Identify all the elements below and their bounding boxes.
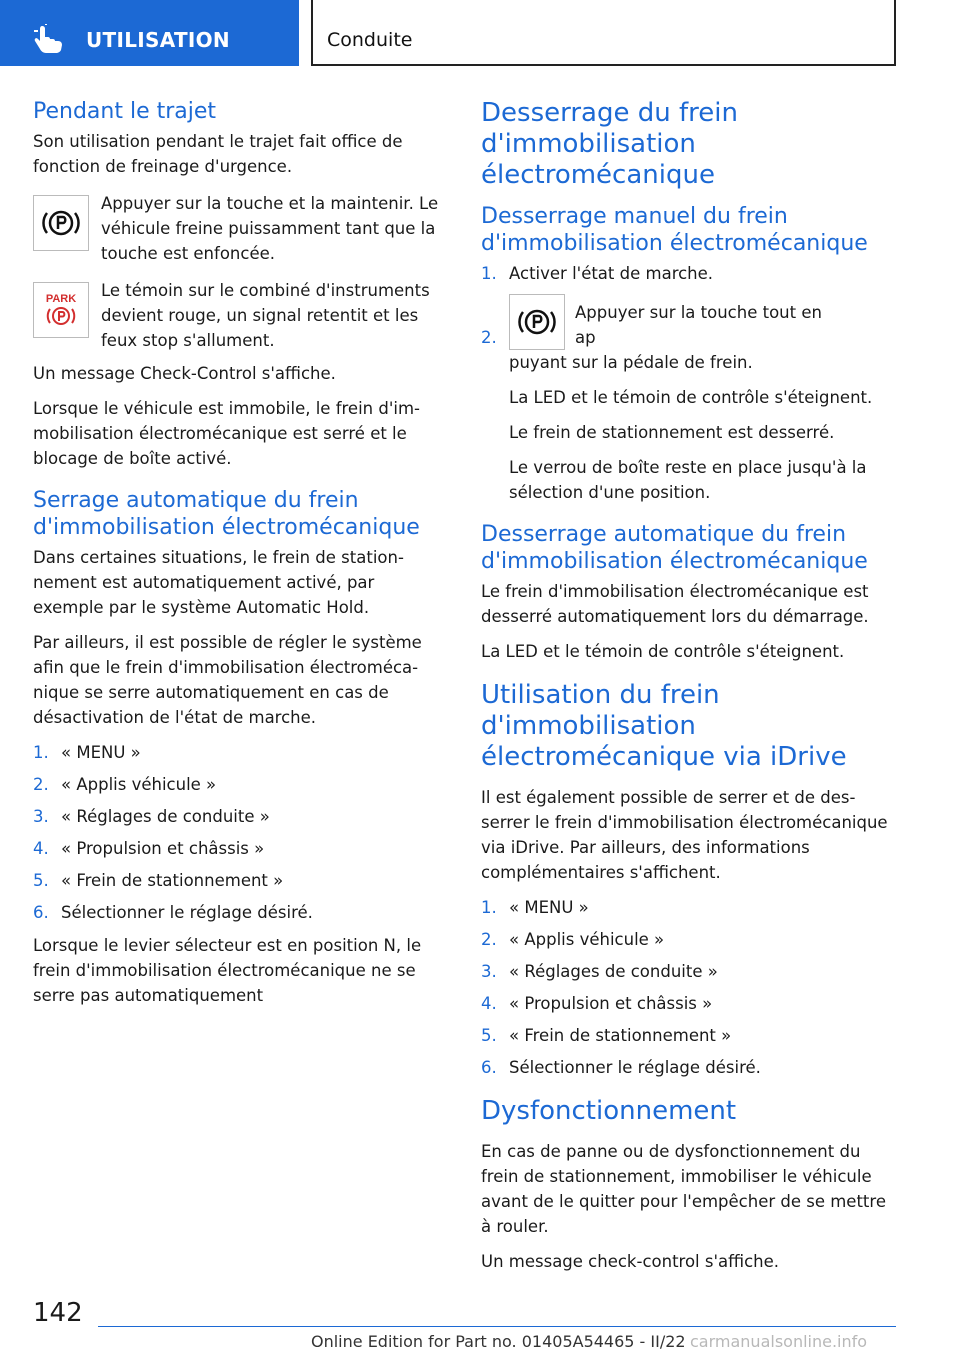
- list-item: 2. « Applis véhicule »: [33, 775, 217, 794]
- list-item: 3. « Réglages de conduite »: [33, 807, 270, 826]
- manual-step-2: [481, 294, 894, 350]
- icon-row-parking-button: [33, 191, 445, 266]
- icon-text-park-indicator: Le témoin sur le combiné d'instruments devient rouge, un signal retentit et les feux stop s'allument.: [101, 281, 430, 350]
- manual-step-2-cont: puyant sur la pédale de frein.: [509, 353, 753, 372]
- heading-desserrage: Desserrage du frein d'immobilisation électromécanique: [481, 98, 738, 190]
- list-item: 5. « Frein de stationnement »: [481, 1026, 732, 1045]
- hand-pointer-icon: [32, 24, 66, 54]
- list-item: 1. « MENU »: [481, 898, 589, 917]
- paragraph-serrage-2: Par ailleurs, il est possible de régler le système afin que le frein d'immobilisation électromécanique se serre automatiquement en cas de désactivation de l'état de marche.: [33, 633, 422, 727]
- park-indicator-label: PARK: [45, 293, 77, 305]
- paragraph-auto-2: La LED et le témoin de contrôle s'éteignent.: [481, 642, 845, 661]
- heading-idrive: Utilisation du frein d'immobilisation électromécanique via iDrive: [481, 680, 847, 772]
- section-tab: [311, 0, 896, 66]
- paragraph-levier: Lorsque le levier sélecteur est en position N, le frein d'immobilisation électromécanique ne se serre pas automatiquement: [33, 936, 422, 1005]
- icon-row-park-indicator: [33, 278, 445, 353]
- parking-brake-button-icon: [509, 294, 565, 350]
- right-column: [481, 98, 894, 1284]
- paragraph-dys-2: Un message check-control s'affiche.: [481, 1252, 779, 1271]
- page-number: 142: [33, 1298, 83, 1328]
- manual-paragraph-3: Le verrou de boîte reste en place jusqu'à la sélection d'une position.: [509, 458, 867, 502]
- icon-text-press-button: Appuyer sur la touche et la maintenir. Le véhicule freine puissamment tant que la touche est enfoncée.: [101, 194, 439, 263]
- chapter-tab: [0, 0, 299, 66]
- heading-serrage-auto: Serrage automatique du frein d'immobilisation électromécanique: [33, 488, 420, 540]
- steps-list-right: [481, 895, 894, 1080]
- list-item: 6. Sélectionner le réglage désiré.: [481, 1058, 761, 1077]
- list-item: 6. Sélectionner le réglage désiré.: [33, 903, 313, 922]
- paragraph-dys-1: En cas de panne ou de dysfonctionnement du frein de stationnement, immobiliser le véhicule avant de le quitter pour l'empêcher de se mettre à rouler.: [481, 1142, 886, 1236]
- footer-edition: Online Edition for Part no. 01405A54465 - II/22: [311, 1332, 686, 1351]
- list-item: 4. « Propulsion et châssis »: [481, 994, 713, 1013]
- step-number: 2.: [481, 328, 497, 347]
- list-item: 1. Activer l'état de marche.: [481, 264, 714, 283]
- paragraph-message: Un message Check-Control s'affiche.: [33, 364, 336, 383]
- paragraph-serrage-1: Dans certaines situations, le frein de stationnement est automatiquement activé, par exemple par le système Automatic Hold.: [33, 548, 404, 617]
- paragraph-auto-1: Le frein d'immobilisation électromécanique est desserré automatiquement lors du démarrage.: [481, 582, 869, 626]
- steps-list-manual: [481, 261, 894, 286]
- paragraph-idrive: Il est également possible de serrer et de desserrer le frein d'immobilisation électromécanique via iDrive. Par ailleurs, des informations complémentaires s'affichent.: [481, 788, 888, 882]
- manual-paragraph-1: La LED et le témoin de contrôle s'éteignent.: [509, 388, 873, 407]
- heading-desserrage-manuel: Desserrage manuel du frein d'immobilisation électromécanique: [481, 204, 868, 256]
- paragraph-immobile: Lorsque le véhicule est immobile, le frein d'immobilisation électromécanique est serré et le blocage de boîte activé.: [33, 399, 421, 468]
- chapter-label: UTILISATION: [86, 28, 230, 52]
- park-indicator-icon: [33, 282, 89, 338]
- list-item: 2. « Applis véhicule »: [481, 930, 665, 949]
- paragraph-trajet: Son utilisation pendant le trajet fait office de fonction de freinage d'urgence.: [33, 132, 403, 176]
- parking-brake-button-icon: [33, 195, 89, 251]
- heading-desserrage-auto: Desserrage automatique du frein d'immobilisation électromécanique: [481, 522, 868, 574]
- list-item: 3. « Réglages de conduite »: [481, 962, 718, 981]
- list-item: 5. « Frein de stationnement »: [33, 871, 284, 890]
- left-column: [33, 98, 445, 1018]
- footer-divider: [98, 1326, 896, 1327]
- list-item: 4. « Propulsion et châssis »: [33, 839, 265, 858]
- heading-pendant-trajet: Pendant le trajet: [33, 99, 217, 124]
- page-header: [0, 0, 960, 66]
- manual-paragraph-2: Le frein de stationnement est desserré.: [509, 423, 835, 442]
- list-item: 1. « MENU »: [33, 743, 141, 762]
- watermark: carmanualsonline.info: [690, 1332, 868, 1351]
- heading-dysfonctionnement: Dysfonctionnement: [481, 1096, 737, 1126]
- section-label: Conduite: [327, 29, 413, 51]
- steps-list-left: [33, 740, 445, 925]
- manual-step-2-text: Appuyer sur la touche tout en ap: [575, 303, 822, 347]
